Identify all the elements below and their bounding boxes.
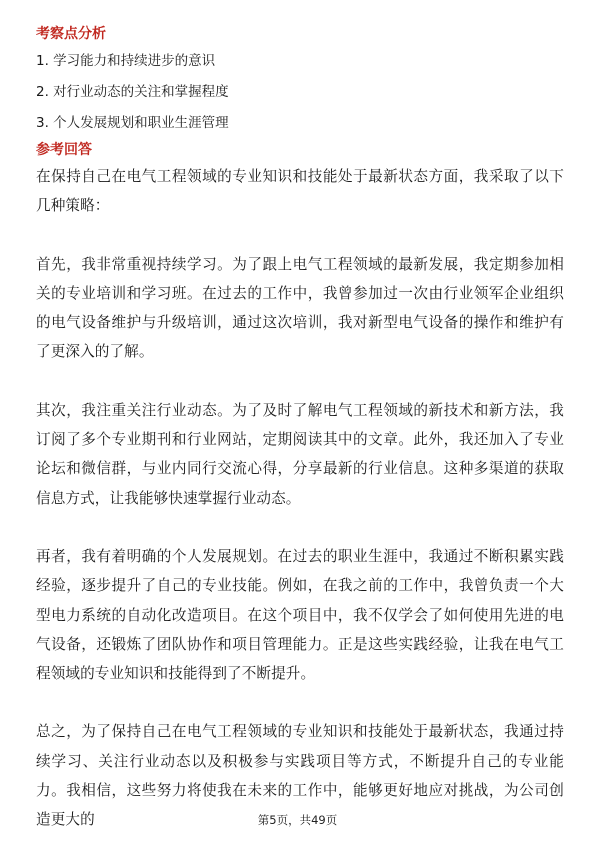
answer-paragraph: 在保持自己在电气工程领域的专业知识和技能处于最新状态方面，我采取了以下几种策略： bbox=[36, 168, 564, 215]
answer-body bbox=[36, 162, 564, 835]
answer-title: 参考回答 bbox=[36, 142, 92, 158]
document-page bbox=[36, 24, 564, 835]
analysis-point: 3. 个人发展规划和职业生涯管理 bbox=[36, 115, 229, 131]
answer-paragraph: 首先，我非常重视持续学习。为了跟上电气工程领域的最新发展，我定期参加相关的专业培训和学习班。在过去的工作中，我曾参加过一次由行业领军企业组织的电气设备维护与升级培训，通过这次培训，我对新型电气设备的操作和维护有了更深入的了解。 bbox=[36, 255, 564, 361]
answer-paragraph: 再者，我有着明确的个人发展规划。在过去的职业生涯中，我通过不断积累实践经验，逐步提升了自己的专业技能。例如，在我之前的工作中，我曾负责一个大型电力系统的自动化改造项目。在这个项目中，我不仅学会了如何使用先进的电气设备，还锻炼了团队协作和项目管理能力。正是这些实践经验，让我在电气工程领域的专业知识和技能得到了不断提升。 bbox=[36, 547, 564, 683]
analysis-title: 考察点分析 bbox=[36, 26, 106, 42]
page-number: 第5页，共49页 bbox=[257, 813, 338, 827]
analysis-points-list bbox=[36, 51, 564, 133]
answer-paragraph: 其次，我注重关注行业动态。为了及时了解电气工程领域的新技术和新方法，我订阅了多个专业期刊和行业网站，定期阅读其中的文章。此外，我还加入了专业论坛和微信群，与业内同行交流心得，分享最新的行业信息。这种多渠道的获取信息方式，让我能够快速掌握行业动态。 bbox=[36, 401, 564, 507]
analysis-point: 1. 学习能力和持续进步的意识 bbox=[36, 53, 216, 69]
answer-paragraph: 总之，为了保持自己在电气工程领域的专业知识和技能处于最新状态，我通过持续学习、关注行业动态以及积极参与实践项目等方式，不断提升自己的专业能力。我相信，这些努力将使我在未来的工作中，能够更好地应对挑战，为公司创造更大的 bbox=[36, 723, 564, 829]
analysis-point: 2. 对行业动态的关注和掌握程度 bbox=[36, 84, 229, 100]
